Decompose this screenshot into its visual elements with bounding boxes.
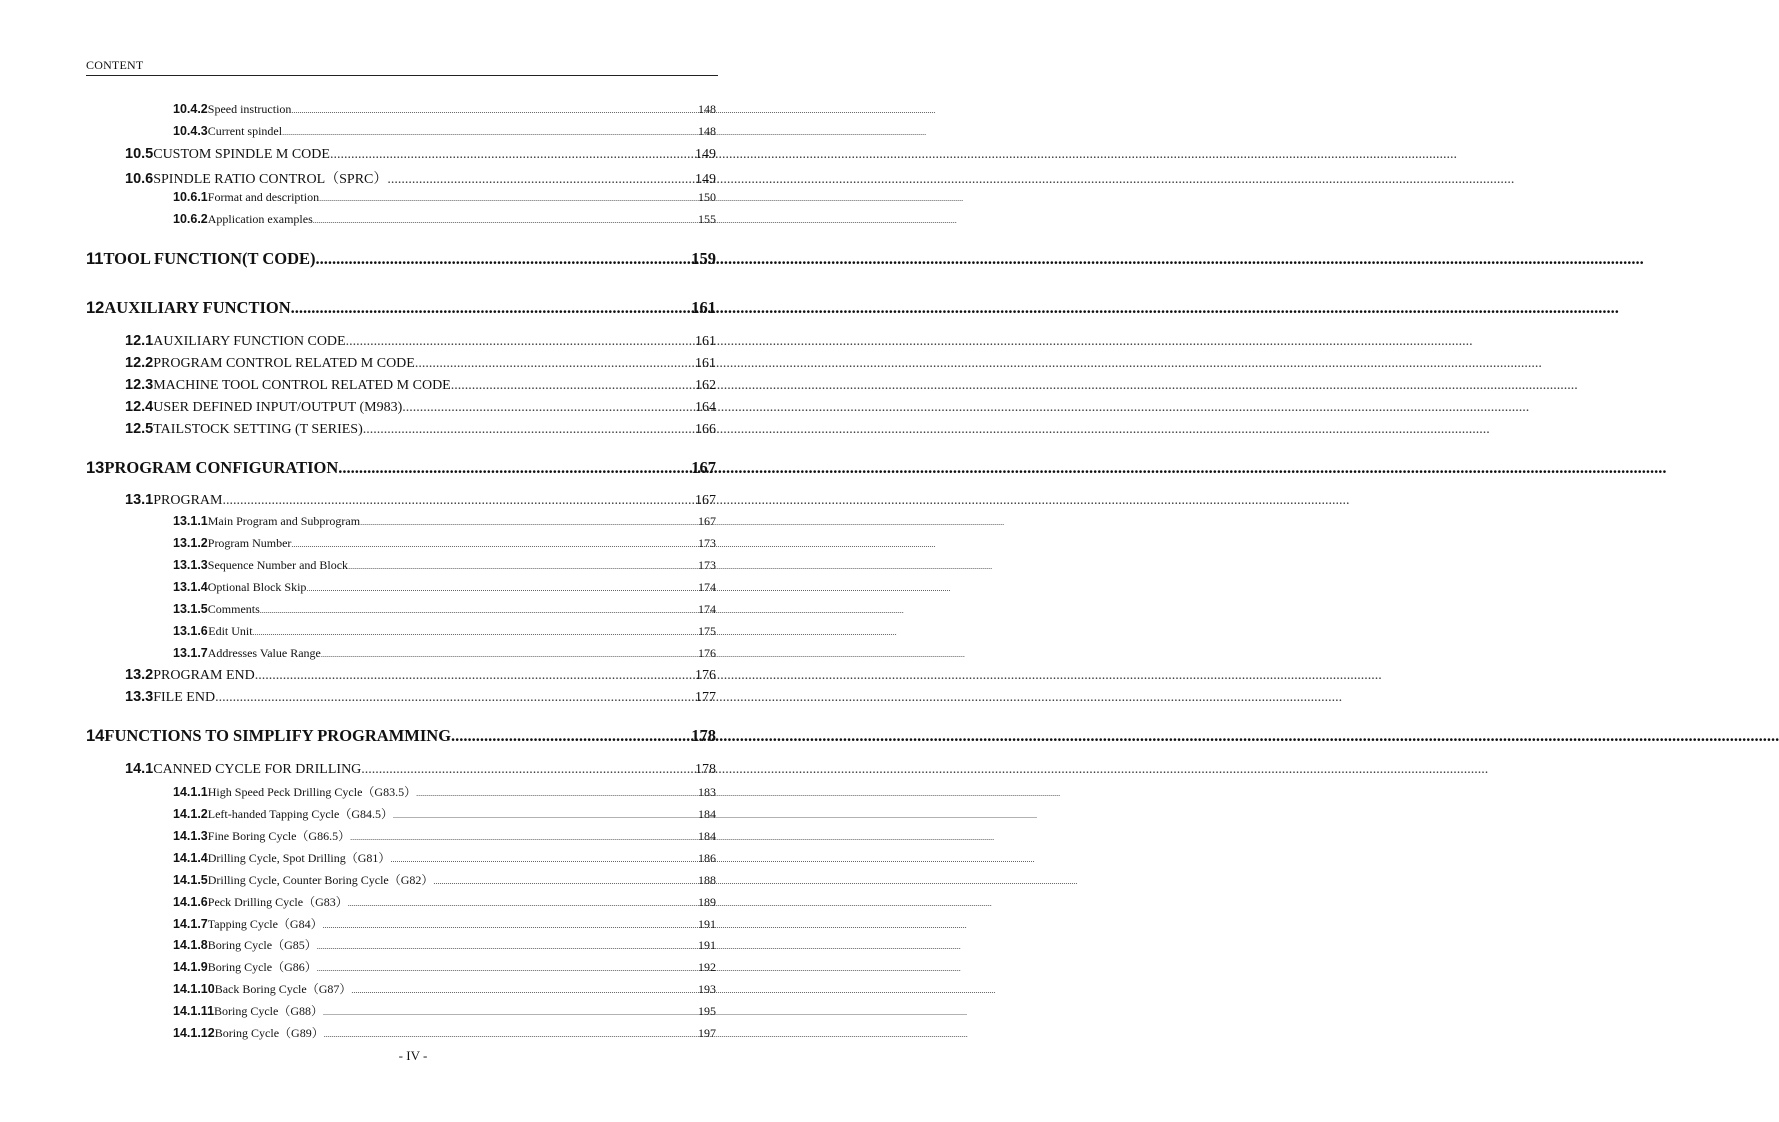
toc-dot-leader [348,562,698,571]
toc-entry-number: 13.1.2 [173,536,208,550]
toc-entry-title: Current spindel [207,124,283,138]
toc-entry-page: 167 [698,514,716,528]
toc-entry-number: 12.4 [125,399,154,415]
toc-dot-leader [282,128,698,137]
toc-entry-title: PROGRAM END [153,668,255,683]
toc-entry-title: Edit Unit [208,624,253,638]
toc-entry-level-3[interactable] [173,805,716,822]
running-header: CONTENT [86,58,144,72]
toc-entry-number: 14.1.8 [173,938,208,952]
toc-entry-number: 13.1.1 [173,514,208,528]
toc-dot-leader [317,964,698,973]
toc-entry-page: 191 [698,938,716,952]
toc-entry-page: 173 [698,536,716,550]
toc-entry-number: 14.1.3 [173,829,208,843]
toc-dot-leader [351,986,698,995]
toc-entry-title: Fine Boring Cycle（G86.5） [207,829,351,843]
toc-entry-level-2[interactable] [125,689,716,706]
toc-dot-leader [323,1008,698,1017]
toc-dot-leader [363,422,695,438]
toc-entry-title: Boring Cycle（G85） [207,938,317,952]
toc-entry-title: CANNED CYCLE FOR DRILLING [153,762,362,777]
toc-entry-page: 189 [698,895,716,909]
toc-dot-leader [222,493,695,509]
toc-entry-level-3[interactable] [173,936,716,953]
toc-entry-title: Back Boring Cycle（G87） [214,982,352,996]
toc-entry-title: Boring Cycle（G86） [207,960,317,974]
toc-entry-page: 164 [695,400,716,415]
toc-entry-page: 166 [695,422,716,437]
toc-entry-level-3[interactable] [173,580,716,595]
toc-entry-level-3[interactable] [173,536,716,551]
toc-entry-title: Drilling Cycle, Spot Drilling（G81） [207,851,391,865]
toc-entry-number: 13.2 [125,667,154,683]
toc-dot-leader [433,877,698,886]
toc-entry-level-3[interactable] [173,558,716,573]
toc-entry-number: 14.1.1 [173,785,208,799]
toc-dot-leader [253,628,698,637]
toc-entry-level-1[interactable] [86,249,716,269]
toc-entry-page: 167 [691,458,716,477]
toc-entry-level-3[interactable] [173,124,716,139]
toc-dot-leader [255,668,695,684]
toc-entry-title: PROGRAM CONFIGURATION [104,458,339,477]
toc-entry-number: 14.1.10 [173,982,215,996]
toc-entry-level-2[interactable] [125,377,716,394]
toc-entry-number: 14.1.4 [173,851,208,865]
toc-entry-number: 13 [86,459,105,477]
toc-entry-level-3[interactable] [173,849,716,866]
toc-dot-leader [402,400,695,416]
toc-entry-level-3[interactable] [173,514,716,529]
toc-entry-title: Sequence Number and Block [207,558,349,572]
toc-entry-level-3[interactable] [173,871,716,888]
toc-entry-number: 10.5 [125,146,154,162]
toc-dot-leader [361,762,695,778]
toc-entry-title: Left-handed Tapping Cycle（G84.5） [207,807,393,821]
toc-dot-leader [313,216,698,225]
toc-entry-level-3[interactable] [173,893,716,910]
toc-entry-number: 10.6.2 [173,212,208,226]
toc-entry-title: High Speed Peck Drilling Cycle（G83.5） [207,785,417,799]
toc-dot-leader [215,690,695,706]
toc-entry-level-1[interactable] [86,726,716,746]
toc-entry-title: FILE END [153,690,216,705]
toc-entry-title: Peck Drilling Cycle（G83） [207,895,348,909]
toc-entry-title: Drilling Cycle, Counter Boring Cycle（G82） [207,873,434,887]
toc-entry-level-2[interactable] [125,492,716,509]
toc-entry-level-2[interactable] [125,421,716,438]
toc-entry-title: MACHINE TOOL CONTROL RELATED M CODE [153,378,451,393]
toc-entry-title: Comments [207,602,260,616]
toc-entry-page: 192 [698,960,716,974]
toc-entry-number: 14.1.7 [173,917,208,931]
toc-entry-number: 11 [86,250,104,268]
toc-entry-page: 183 [698,785,716,799]
toc-entry-page: 149 [695,147,716,162]
toc-entry-number: 12.2 [125,355,154,371]
toc-entry-level-2[interactable] [125,667,716,684]
toc-entry-page: 177 [695,690,716,705]
toc-entry-page: 193 [698,982,716,996]
toc-entry-number: 13.1 [125,492,154,508]
toc-entry-number: 13.1.3 [173,558,208,572]
toc-entry-page: 186 [698,851,716,865]
toc-entry-title: TAILSTOCK SETTING (T SERIES) [153,422,363,437]
toc-entry-level-2[interactable] [125,761,716,778]
toc-entry-title: Boring Cycle（G89） [214,1026,324,1040]
toc-dot-leader [360,518,698,527]
toc-dot-leader [324,1030,698,1039]
toc-entry-level-3[interactable] [173,102,716,117]
toc-entry-page: 174 [698,602,716,616]
toc-entry-number: 14.1.6 [173,895,208,909]
toc-entry-page: 155 [698,212,716,226]
toc-dot-leader [306,584,698,593]
toc-entry-page: 184 [698,829,716,843]
toc-entry-level-3[interactable] [173,602,716,617]
toc-entry-page: 162 [695,378,716,393]
toc-entry-page: 176 [695,668,716,683]
toc-entry-level-3[interactable] [173,915,716,932]
table-of-contents [0,0,826,1122]
toc-entry-title: FUNCTIONS TO SIMPLIFY PROGRAMMING [104,726,452,745]
toc-entry-number: 13.1.6 [173,624,208,638]
toc-entry-page: 150 [698,190,716,204]
toc-entry-page: 148 [698,124,716,138]
toc-entry-number: 12.3 [125,377,154,393]
toc-dot-leader [451,378,695,394]
toc-entry-title: Speed instruction [207,102,292,116]
toc-entry-page: 167 [695,493,716,508]
toc-dot-leader [415,356,695,372]
toc-dot-leader [260,606,698,615]
toc-entry-number: 12.1 [125,333,154,349]
toc-entry-number: 14.1.11 [173,1004,215,1018]
toc-entry-level-3[interactable] [173,190,716,205]
toc-entry-number: 14.1.2 [173,807,208,821]
toc-entry-title: AUXILIARY FUNCTION CODE [153,334,346,349]
toc-entry-page: 178 [691,726,716,745]
toc-entry-number: 12.5 [125,421,154,437]
toc-entry-page: 149 [695,172,716,187]
toc-dot-leader [330,147,695,163]
toc-entry-number: 14.1 [125,761,154,777]
toc-dot-leader [319,194,698,203]
toc-entry-page: 188 [698,873,716,887]
toc-entry-level-3[interactable] [173,212,716,227]
toc-dot-leader [346,334,695,350]
toc-dot-leader [451,726,691,746]
toc-entry-level-2[interactable] [125,355,716,372]
toc-entry-number: 13.1.5 [173,602,208,616]
toc-entry-level-1[interactable] [86,298,716,318]
toc-entry-title: Optional Block Skip [207,580,307,594]
toc-entry-page: 191 [698,917,716,931]
toc-entry-level-3[interactable] [173,980,716,997]
toc-entry-number: 10.4.3 [173,124,208,138]
toc-dot-leader [323,921,698,930]
toc-entry-number: 12 [86,299,105,317]
toc-entry-title: Boring Cycle（G88） [214,1004,324,1018]
toc-dot-leader [393,811,698,820]
toc-entry-title: USER DEFINED INPUT/OUTPUT (M983) [153,400,403,415]
toc-entry-page: 159 [691,249,716,268]
toc-dot-leader [291,298,692,318]
toc-dot-leader [387,172,695,188]
toc-entry-level-3[interactable] [173,624,716,639]
page-number: - IV - [398,1048,428,1063]
toc-entry-level-1[interactable] [86,458,716,478]
toc-entry-level-3[interactable] [173,783,716,800]
toc-entry-page: 161 [691,298,716,317]
toc-entry-page: 195 [698,1004,716,1018]
toc-entry-number: 10.4.2 [173,102,208,116]
toc-entry-title: Tapping Cycle（G84） [207,917,323,931]
toc-entry-number: 14.1.5 [173,873,208,887]
toc-entry-page: 184 [698,807,716,821]
toc-entry-page: 175 [698,624,716,638]
toc-dot-leader [291,540,698,549]
toc-entry-number: 14.1.9 [173,960,208,974]
toc-dot-leader [416,789,698,798]
toc-entry-title: PROGRAM [153,493,223,508]
toc-entry-page: 178 [695,762,716,777]
toc-dot-leader [317,942,698,951]
toc-entry-title: Main Program and Subprogram [207,514,361,528]
toc-entry-page: 197 [698,1026,716,1040]
toc-entry-level-3[interactable] [173,1024,716,1041]
toc-entry-level-2[interactable] [125,333,716,350]
toc-entry-number: 10.6.1 [173,190,208,204]
toc-entry-title: Format and description [207,190,320,204]
toc-dot-leader [390,855,698,864]
toc-entry-level-3[interactable] [173,958,716,975]
toc-dot-leader [338,458,691,478]
toc-entry-page: 176 [698,646,716,660]
toc-entry-number: 13.3 [125,689,154,705]
toc-entry-number: 13.1.7 [173,646,208,660]
toc-entry-level-3[interactable] [173,827,716,844]
toc-entry-page: 161 [695,356,716,371]
toc-dot-leader [350,833,698,842]
toc-entry-page: 161 [695,334,716,349]
toc-entry-title: SPINDLE RATIO CONTROL（SPRC） [153,172,388,187]
toc-entry-number: 10.6 [125,171,154,187]
toc-entry-page: 148 [698,102,716,116]
toc-entry-title: Addresses Value Range [207,646,321,660]
toc-entry-level-2[interactable] [125,399,716,416]
toc-entry-level-3[interactable] [173,1002,716,1019]
toc-entry-number: 13.1.4 [173,580,208,594]
toc-dot-leader [291,106,698,115]
toc-entry-number: 14.1.12 [173,1026,215,1040]
toc-entry-level-2[interactable] [125,146,716,163]
toc-entry-number: 14 [86,727,105,745]
toc-entry-title: Application examples [207,212,313,226]
toc-entry-level-3[interactable] [173,646,716,661]
toc-dot-leader [321,650,698,659]
toc-entry-title: PROGRAM CONTROL RELATED M CODE [153,356,415,371]
toc-entry-page: 174 [698,580,716,594]
toc-entry-title: TOOL FUNCTION(T CODE) [103,249,316,268]
toc-entry-level-2[interactable] [125,168,716,188]
toc-entry-title: AUXILIARY FUNCTION [104,298,291,317]
toc-entry-title: CUSTOM SPINDLE M CODE [153,147,330,162]
toc-entry-page: 173 [698,558,716,572]
toc-dot-leader [348,899,698,908]
toc-dot-leader [316,249,692,269]
toc-entry-title: Program Number [207,536,292,550]
